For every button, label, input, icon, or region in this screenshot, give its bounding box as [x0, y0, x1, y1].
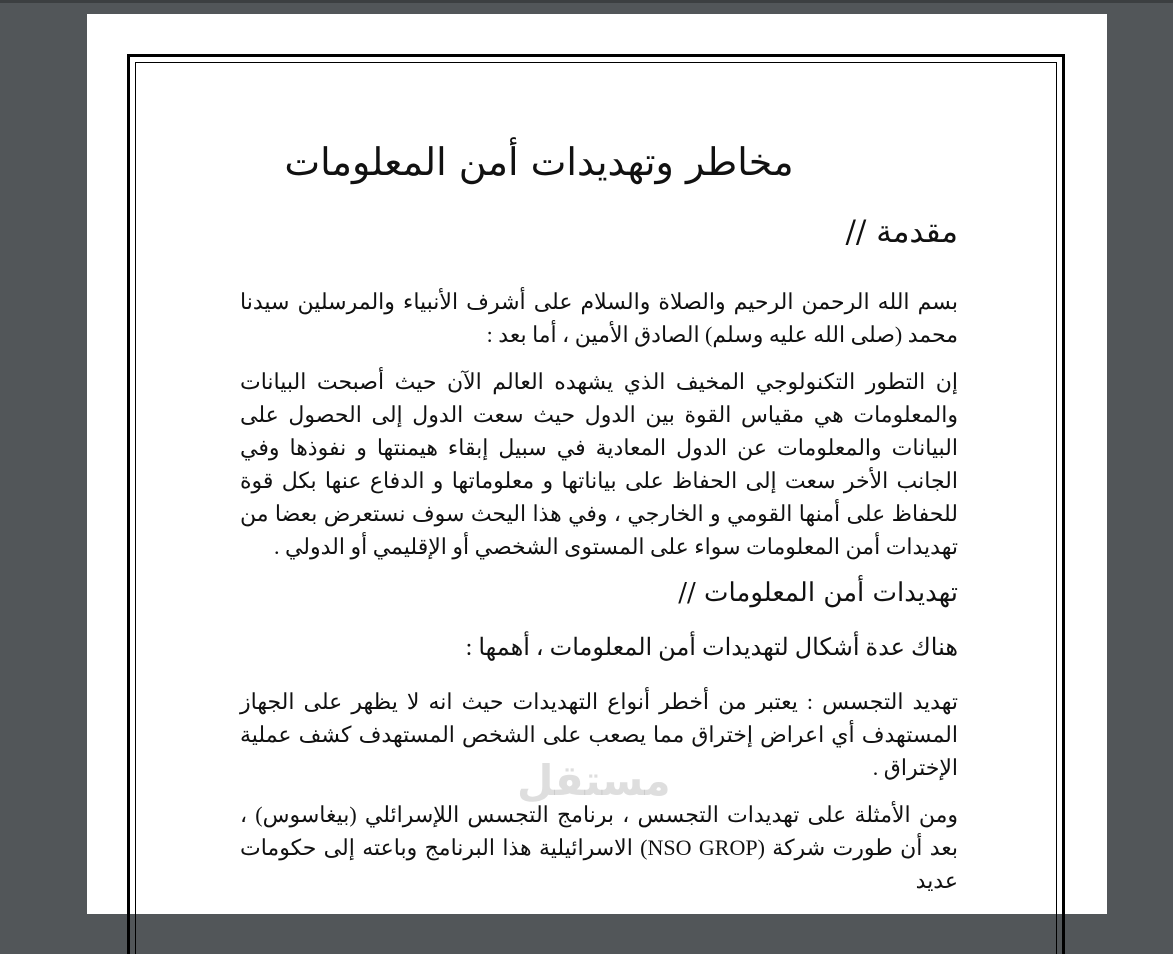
watermark-logo: مستقل	[517, 756, 671, 805]
paragraph-introduction: إن التطور التكنولوجي المخيف الذي يشهده العالم الآن حيث أصبحت البيانات والمعلومات هي مقياس القوة بين الدول حيث سعت الدول إلى الحصول على البيانات والمعلومات عن الدول المعادية في سبيل إبقاء هيمنتها و نفوذها وفي الجانب الأخر سعت إلى الحفاظ على بياناتها و معلوماتها و الدفاع عنها بكل قوة للحفاظ على أمنها القومي و الخارجي ، وفي هذا اليحث سوف نستعرض بعضا من تهديدات أمن المعلومات سواء على المستوى الشخصي أو الإقليمي أو الدولي .	[240, 369, 958, 559]
document-title: مخاطر وتهديدات أمن المعلومات	[284, 140, 794, 184]
intro-heading: مقدمة //	[845, 214, 958, 250]
paragraph-opening: بسم الله الرحمن الرحيم والصلاة والسلام على أشرف الأنبياء والمرسلين سيدنا محمد (صلى الله عليه وسلم) الصادق الأمين ، أما بعد :	[240, 289, 958, 347]
paragraph-threat-forms: هناك عدة أشكال لتهديدات أمن المعلومات ، أهمها :	[465, 635, 958, 661]
paragraph-espionage-example: ومن الأمثلة على تهديدات التجسس ، برنامج التجسس اللإسرائلي (بيغاسوس) ، بعد أن طورت شركة (NSO GROP) الاسرائيلية هذا البرنامج وباعته إلى حكومات عديد	[240, 802, 959, 893]
paragraph-espionage-threat: تهديد التجسس : يعتبر من أخطر أنواع التهديدات حيث انه لا يظهر على الجهاز المستهدف أي اعراض إختراق مما يصعب على الشخص المستهدف كشف عملية الإختراق .	[240, 689, 958, 780]
document-page	[87, 14, 1107, 914]
threats-heading: تهديدات أمن المعلومات //	[678, 578, 958, 608]
viewer-top-edge	[0, 0, 1173, 3]
